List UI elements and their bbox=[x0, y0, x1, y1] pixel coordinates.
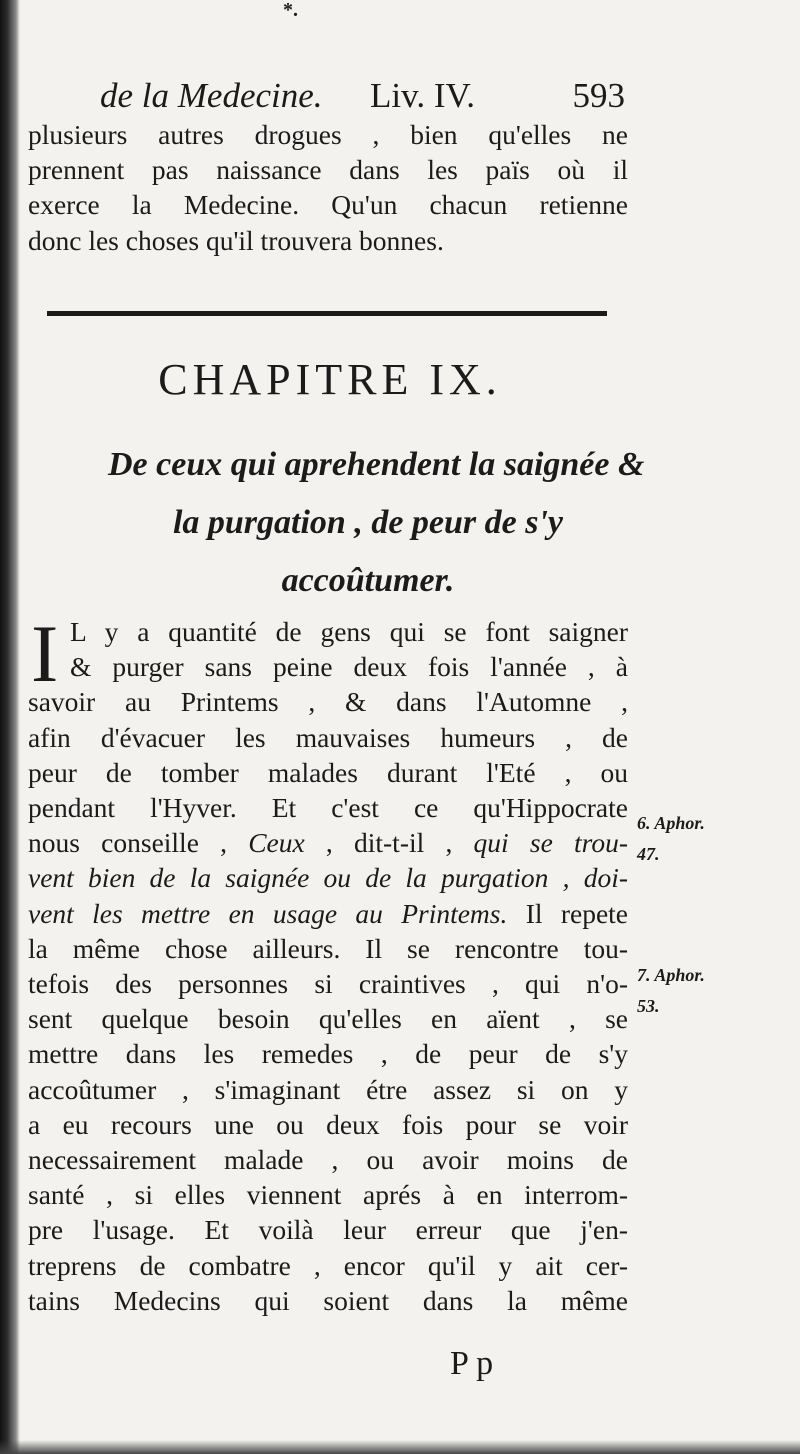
text-line: mettre dans les remedes , de peur de s'y bbox=[28, 1038, 628, 1070]
text-line: plusieurs autres drogues , bien qu'elles ne bbox=[28, 119, 628, 150]
text-line: tefois des personnes si craintives , qui n'o- bbox=[28, 968, 628, 1000]
running-head-title: de la Medecine. bbox=[100, 76, 323, 115]
top-mark: *. bbox=[283, 0, 298, 21]
text-line bbox=[28, 896, 628, 931]
quote-segment: vent les mettre en usage au Printems. bbox=[28, 897, 508, 929]
text-line: accoûtumer , s'imaginant étre assez si on y bbox=[28, 1073, 628, 1105]
body-paragraph bbox=[28, 608, 629, 1318]
text-line: sent quelque besoin qu'elles en aïent , se bbox=[28, 1003, 628, 1035]
chapter-title-line: De ceux qui aprehendent la saignée & bbox=[108, 446, 645, 483]
margin-note-line: 47. bbox=[637, 844, 660, 864]
running-head bbox=[100, 74, 625, 118]
text-line: a eu recours une ou deux fois pour se voir bbox=[28, 1108, 628, 1140]
chapter-divider-rule bbox=[47, 311, 607, 316]
text-line: afin d'évacuer les mauvaises humeurs , de bbox=[28, 721, 628, 753]
text-line: la même chose ailleurs. Il se rencontre tou- bbox=[28, 932, 628, 964]
binding-shadow bbox=[0, 0, 20, 1454]
margin-note-line: 53. bbox=[637, 996, 660, 1016]
page-number: 593 bbox=[572, 76, 625, 115]
text-line: peur de tomber malades durant l'Eté , ou bbox=[28, 756, 628, 788]
text-line: exerce la Medecine. Qu'un chacun retienne bbox=[28, 189, 628, 221]
text-line: donc les choses qu'il trouvera bonnes. bbox=[28, 224, 444, 256]
text-line: prennent pas naissance dans les païs où il bbox=[28, 154, 628, 186]
margin-note-aphorism-6 bbox=[637, 808, 747, 870]
text-line: santé , si elles viennent aprés à en interrom- bbox=[28, 1179, 628, 1211]
running-head-book: Liv. IV. bbox=[370, 76, 475, 115]
chapter-title bbox=[108, 436, 645, 610]
margin-note-aphorism-7 bbox=[637, 960, 747, 1022]
page-bottom-edge bbox=[0, 1440, 800, 1454]
chapter-title-line: la purgation , de peur de s'y bbox=[172, 504, 564, 541]
text-line: savoir au Printems , & dans l'Automne , bbox=[28, 686, 628, 718]
quote-segment: qui se trou- bbox=[473, 827, 628, 859]
text-line: treprens de combatre , encor qu'il y ait cer- bbox=[28, 1249, 628, 1281]
text-line: pendant l'Hyver. Et c'est ce qu'Hippocrate bbox=[28, 792, 628, 824]
signature-mark: P p bbox=[450, 1345, 494, 1382]
text-line: L y a quantité de gens qui se font saigner bbox=[70, 616, 628, 647]
margin-note-line: 6. Aphor. bbox=[637, 813, 705, 833]
quote-line: vent bien de la saignée ou de la purgation , doi- bbox=[28, 862, 628, 894]
text-line: tains Medecins qui soient dans la même bbox=[28, 1284, 628, 1316]
chapter-heading: CHAPITRE IX. bbox=[158, 355, 502, 404]
chapter-title-line: accoûtumer. bbox=[281, 562, 455, 599]
text-segment: Il repete bbox=[507, 897, 629, 929]
text-segment: nous conseille , bbox=[28, 827, 249, 859]
text-line: pre l'usage. Et voilà leur erreur que j'en- bbox=[28, 1214, 628, 1246]
quote-segment: Ceux bbox=[248, 827, 305, 859]
text-segment: , dit-t-il , bbox=[304, 827, 474, 859]
text-line: & purger sans peine deux fois l'année , à bbox=[70, 651, 628, 683]
drop-cap: I bbox=[31, 608, 59, 699]
continuation-paragraph bbox=[28, 117, 628, 258]
text-line bbox=[28, 825, 628, 860]
margin-note-line: 7. Aphor. bbox=[637, 965, 705, 985]
text-line: necessairement malade , ou avoir moins de bbox=[28, 1144, 628, 1176]
